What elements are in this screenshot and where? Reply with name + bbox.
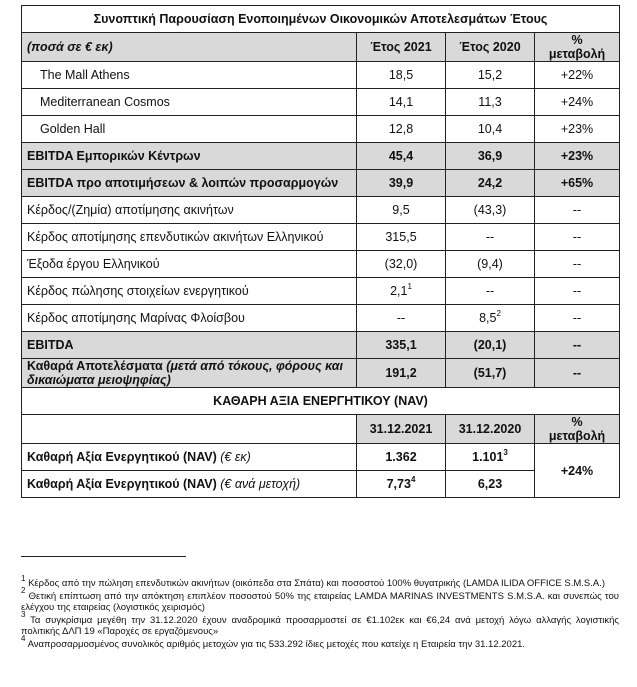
change-value: -- <box>535 224 620 251</box>
value-2020: $8,5^2$ <box>446 305 535 332</box>
row-label: Κέρδος αποτίμησης Μαρίνας Φλοίσβου <box>22 305 357 332</box>
change-value: -- <box>535 197 620 224</box>
footnote-separator <box>21 556 186 557</box>
value-2021: 191,2 <box>357 359 446 388</box>
table-row <box>22 305 620 332</box>
row-label: Καθαρά Αποτελέσματα (μετά από τόκους, φόρους και δικαιώματα μειοψηφίας) <box>22 359 357 388</box>
table-row <box>22 89 620 116</box>
table-header-row <box>22 33 620 62</box>
table-row <box>22 62 620 89</box>
change-value: -- <box>535 251 620 278</box>
change-value: +22% <box>535 62 620 89</box>
nav-header-row <box>22 415 620 444</box>
value-2021: 39,9 <box>357 170 446 197</box>
row-label: Κέρδος/(Ζημία) αποτίμησης ακινήτων <box>22 197 357 224</box>
row-label: EBITDA Εμπορικών Κέντρων <box>22 143 357 170</box>
row-label: EBITDA <box>22 332 357 359</box>
table-row <box>22 251 620 278</box>
table-title-row <box>22 6 620 33</box>
footnote: $^4$ Αναπροσαρμοσμένος συνολικός αριθμός μετοχών για τις 533.292 ίδιες μετοχές που κατείχε η Εταιρεία την 31.12.2021. <box>21 634 526 650</box>
change-value: +24% <box>535 89 620 116</box>
footnote-ref: 1 <box>407 281 412 291</box>
row-label: Καθαρή Αξία Ενεργητικού (NAV) (€ εκ) <box>22 444 357 471</box>
row-label: EBITDA προ αποτιμήσεων & λοιπών προσαρμογών <box>22 170 357 197</box>
nav-change-value: +24% <box>535 444 620 498</box>
value-2020: (9,4) <box>446 251 535 278</box>
row-label: Καθαρή Αξία Ενεργητικού (NAV) (€ ανά μετοχή) <box>22 471 357 498</box>
change-value: -- <box>535 278 620 305</box>
change-value: +23% <box>535 116 620 143</box>
value-2020: 24,2 <box>446 170 535 197</box>
table-row <box>22 197 620 224</box>
footnote-ref: 2 <box>496 308 501 318</box>
nav-row-per-share <box>22 471 620 498</box>
table-row-subtotal <box>22 332 620 359</box>
change-value: -- <box>535 359 620 388</box>
value-2020: 11,3 <box>446 89 535 116</box>
value-2021: $2,1^1$ <box>357 278 446 305</box>
value-2021: (32,0) <box>357 251 446 278</box>
table-row-subtotal <box>22 170 620 197</box>
footnote: $^2$ Θετική επίπτωση από την απόκτηση επιπλέον ποσοστού 50% της εταιρείας LAMDA MARINAS INVESTMENTS S.M.S.A. και συνεπώς του ελέγχου της εταιρείας (λογιστικός χειρισμός) <box>21 586 619 613</box>
value-2021: 45,4 <box>357 143 446 170</box>
change-value: +65% <box>535 170 620 197</box>
value-2020: (51,7) <box>446 359 535 388</box>
value-2020: 6,23 <box>446 471 535 498</box>
nav-header-change: % μεταβολή <box>535 415 620 444</box>
nav-header-2021: 31.12.2021 <box>357 415 446 444</box>
row-label: Έξοδα έργου Ελληνικού <box>22 251 357 278</box>
value-2021: 14,1 <box>357 89 446 116</box>
table-row-subtotal <box>22 359 620 388</box>
row-label: Κέρδος πώλησης στοιχείων ενεργητικού <box>22 278 357 305</box>
footnotes <box>21 573 619 651</box>
header-change: % μεταβολή <box>535 33 620 62</box>
amounts-unit-label: (ποσά σε € εκ) <box>22 33 357 62</box>
value-2020: -- <box>446 278 535 305</box>
value-2020: -- <box>446 224 535 251</box>
value-2020: 1.101$^3$ <box>446 444 535 471</box>
footnote-ref: 4 <box>410 474 416 484</box>
header-year-2020: Έτος 2020 <box>446 33 535 62</box>
change-value: -- <box>535 305 620 332</box>
value-2020: 36,9 <box>446 143 535 170</box>
footnote: $^3$ Τα συγκρίσιμα μεγέθη την 31.12.2020 έχουν αναδρομικά προσαρμοστεί σε €1.102εκ και €6,24 ανά μετοχή λόγω αλλαγής λογιστικής πολιτικής ΔΛΠ 19 «Παροχές σε εργαζόμενους» <box>21 610 619 637</box>
table-title: Συνοπτική Παρουσίαση Ενοποιημένων Οικονομικών Αποτελεσμάτων Έτους <box>22 6 620 33</box>
value-2021: 315,5 <box>357 224 446 251</box>
table-row <box>22 116 620 143</box>
table-row <box>22 224 620 251</box>
footnote-ref: 3 <box>503 447 508 457</box>
change-value: -- <box>535 332 620 359</box>
value-2020: 10,4 <box>446 116 535 143</box>
value-2020: (43,3) <box>446 197 535 224</box>
nav-title-row <box>22 388 620 415</box>
financial-results-table <box>21 5 620 498</box>
nav-row-total <box>22 444 620 471</box>
row-label: The Mall Athens <box>22 62 357 89</box>
value-2020: 15,2 <box>446 62 535 89</box>
nav-title: ΚΑΘΑΡΗ ΑΞΙΑ ΕΝΕΡΓΗΤΙΚΟΥ (NAV) <box>22 388 620 415</box>
value-2021: 7,73$^4$ <box>357 471 446 498</box>
value-2021: -- <box>357 305 446 332</box>
nav-header-2020: 31.12.2020 <box>446 415 535 444</box>
row-label: Κέρδος αποτίμησης επενδυτικών ακινήτων Ελληνικού <box>22 224 357 251</box>
value-2021: 12,8 <box>357 116 446 143</box>
table-row <box>22 278 620 305</box>
value-2021: 18,5 <box>357 62 446 89</box>
header-year-2021: Έτος 2021 <box>357 33 446 62</box>
nav-header-empty <box>22 415 357 444</box>
table-row-subtotal <box>22 143 620 170</box>
value-2020: (20,1) <box>446 332 535 359</box>
change-value: +23% <box>535 143 620 170</box>
value-2021: 9,5 <box>357 197 446 224</box>
row-label: Mediterranean Cosmos <box>22 89 357 116</box>
value-2021: 335,1 <box>357 332 446 359</box>
row-label: Golden Hall <box>22 116 357 143</box>
footnote: $^1$ Κέρδος από την πώληση επενδυτικών ακινήτων (οικόπεδα στα Σπάτα) και ποσοστού 100% θυγατρικής (LAMDA ILIDA OFFICE S.M.S.A.) <box>21 573 606 589</box>
value-2021: 1.362 <box>357 444 446 471</box>
